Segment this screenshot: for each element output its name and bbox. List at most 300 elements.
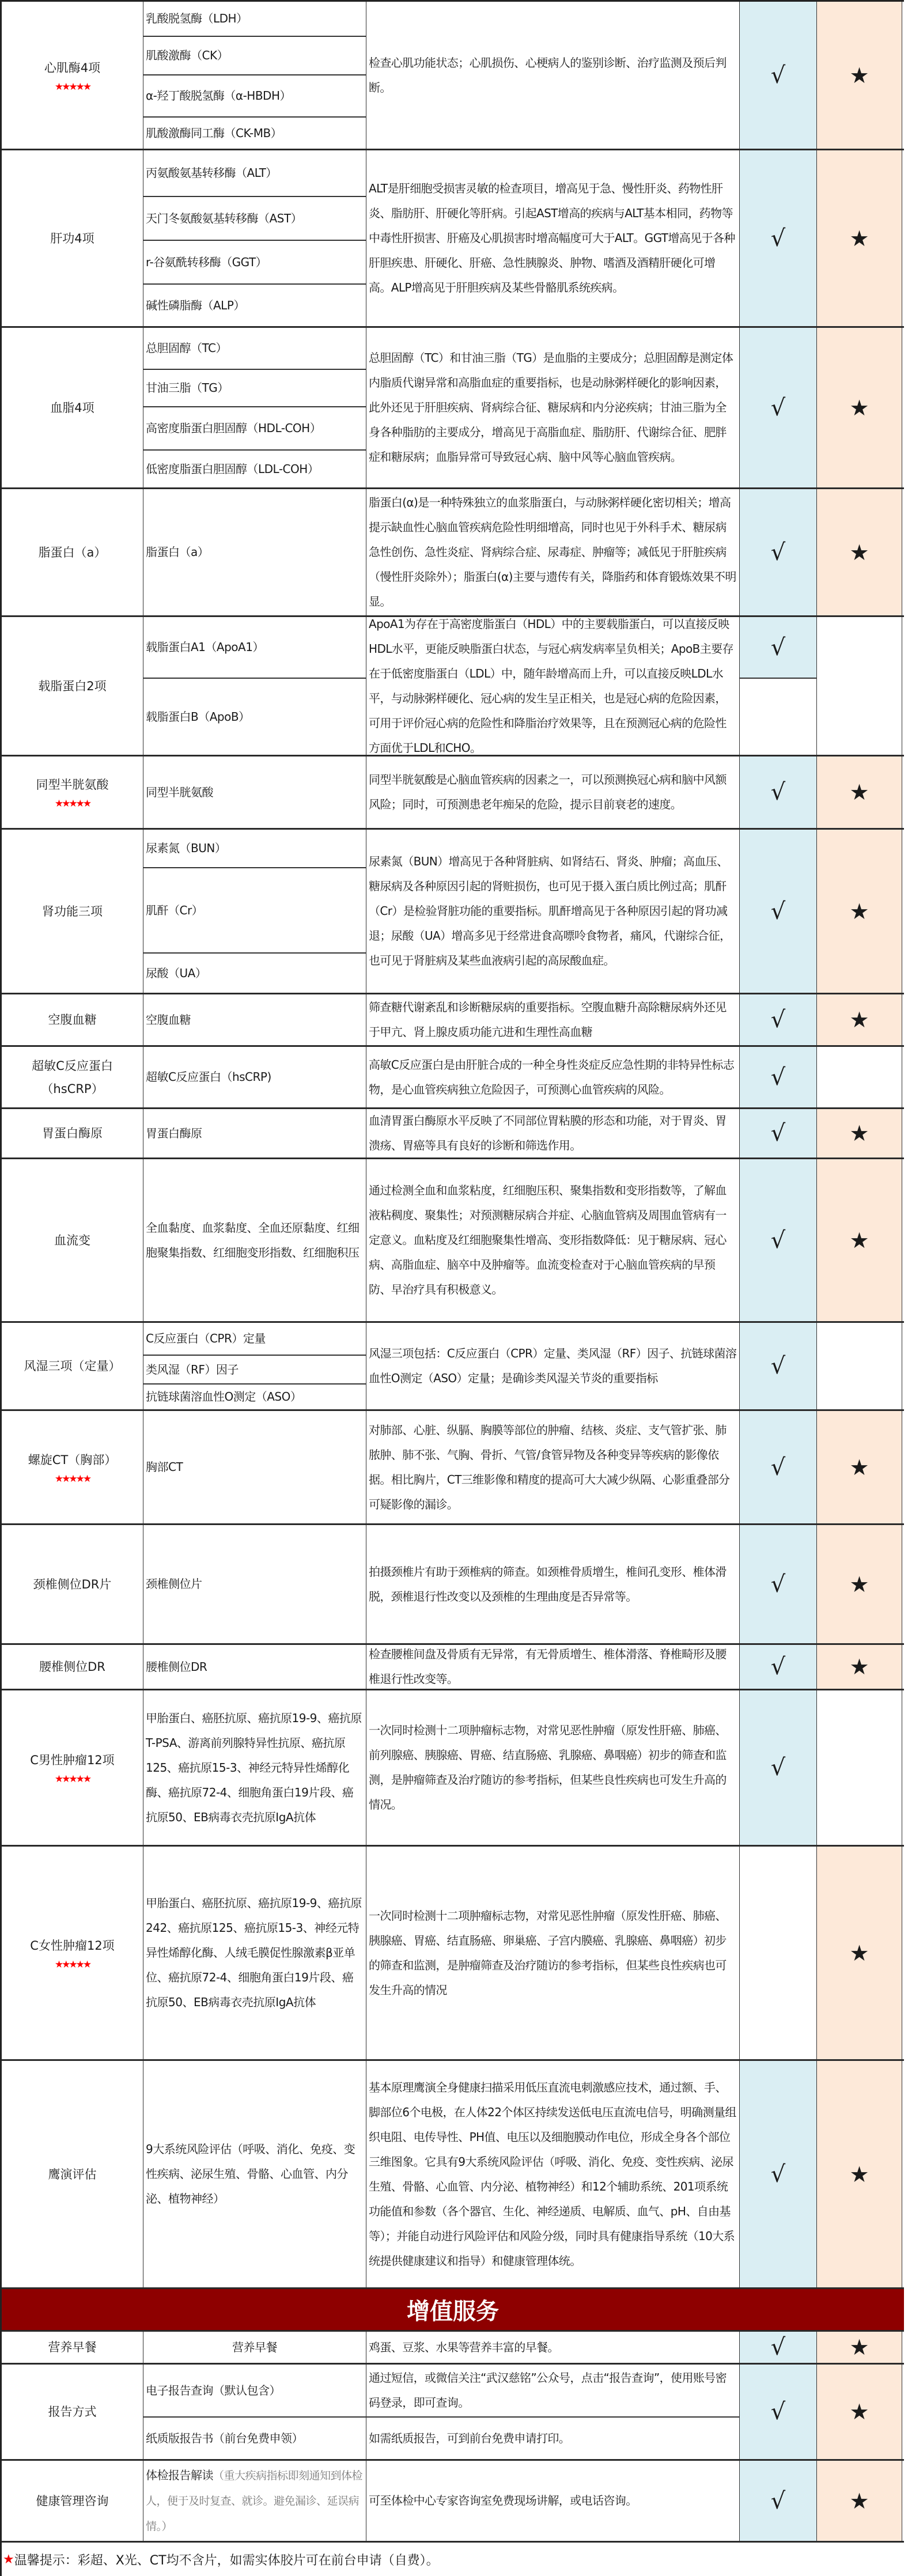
rating-stars: ★★★★★ [54, 81, 90, 93]
check-mark-icon: √ [770, 1454, 786, 1481]
description-text: 筛查糖代谢紊乱和诊断糖尿病的重要指标。空腹血糖升高除糖尿病外还见于甲亢、肾上腺皮质功能亢进和生理性高血糖 [369, 1000, 727, 1039]
exam-item-name: 胸部CT [146, 1460, 183, 1474]
exam-item [143, 756, 366, 828]
exam-item [143, 2418, 366, 2459]
check-mark-icon: √ [770, 1353, 786, 1379]
check-mark-icon: √ [770, 2161, 786, 2188]
exam-item-name: 肌酐（Cr） [146, 903, 203, 917]
exam-item-name: 类风湿（RF）因子 [146, 1362, 239, 1376]
table-row [2, 1047, 904, 1109]
included-check-cell [740, 2461, 817, 2541]
item-description [366, 617, 740, 755]
description-text: 检查心肌功能状态；心肌损伤、心梗病人的鉴别诊断、治疗监测及预后判断。 [369, 55, 727, 94]
exam-item-name: 碱性磷脂酶（ALP） [146, 298, 245, 312]
exam-item-name: 载脂蛋白B（ApoB） [146, 709, 250, 724]
check-mark-icon: √ [770, 634, 786, 661]
description-text: 风湿三项包括：C反应蛋白（CPR）定量、类风湿（RF）因子、抗链球菌溶血性O测定（ASO）定量；是确诊类风湿关节炎的重要指标 [369, 1346, 737, 1385]
exam-item [143, 679, 366, 755]
exam-item-name: 天门冬氨酸氨基转移酶（AST） [146, 211, 302, 225]
rating-stars: ★★★★★ [54, 798, 90, 810]
category-name: 肾功能三项 [42, 904, 103, 918]
category-name: 报告方式 [48, 2405, 97, 2419]
table-row [2, 1323, 904, 1411]
exam-item [143, 37, 366, 75]
recommended-star-cell [817, 2332, 902, 2363]
item-description [366, 2461, 740, 2541]
exam-item-label [146, 2426, 303, 2451]
check-mark-icon: √ [770, 2487, 786, 2514]
exam-item-label [146, 961, 206, 986]
check-mark-icon: √ [770, 779, 786, 805]
category-name: 腰椎侧位DR [39, 1660, 105, 1674]
item-description [366, 2365, 740, 2418]
included-check-cell [740, 994, 817, 1045]
exam-item-name: 乳酸脱氢酶（LDH） [146, 12, 248, 25]
exam-item-label [146, 416, 321, 441]
star-icon: ★ [849, 395, 869, 421]
category-name: 健康管理咨询 [36, 2494, 109, 2508]
exam-item [143, 2, 366, 37]
included-check-cell [740, 1690, 817, 1845]
item-description [366, 1109, 740, 1158]
category-name: 颈椎侧位DR片 [33, 1577, 112, 1591]
exam-item-label [146, 336, 227, 361]
table-row [2, 830, 904, 994]
exam-item-name: 纸质版报告书（前台免费申领） [146, 2431, 303, 2445]
exam-item [143, 868, 366, 954]
included-check-cell [740, 756, 817, 828]
exam-item [143, 2061, 366, 2287]
description-text: 一次同时检测十二项肿瘤标志物，对常见恶性肿瘤（原发性肝癌、肺癌、胰腺癌、胃癌、结直肠癌、卵巢癌、子宫内膜癌、乳腺癌、鼻咽癌）初步的筛查和监测，是肿瘤筛查及治疗随访的参考指标，但某些良性疾病也可发生升高的情况 [369, 1908, 727, 1997]
exam-item-label [146, 206, 302, 231]
category-name: 血流变 [54, 1233, 90, 1247]
recommended-star-cell [817, 617, 902, 755]
exam-item [143, 1411, 366, 1523]
table-row [2, 489, 904, 617]
table-row [2, 1690, 904, 1847]
recommended-star-cell [817, 830, 902, 993]
recommended-star-cell [817, 1047, 902, 1107]
exam-item-label [146, 705, 250, 729]
included-check-cell [740, 830, 817, 993]
star-icon: ★ [849, 1454, 869, 1480]
check-mark-icon: √ [770, 1571, 786, 1598]
table-row [2, 2365, 904, 2461]
category-name: C女性肿瘤12项 [30, 1938, 115, 1953]
description-text: ApoA1为存在于高密度脂蛋白（HDL）中的主要载脂蛋白，可以直接反映HDL水平，更能反映脂蛋白状态，与冠心病发病率呈负相关；ApoB主要存在于低密度脂蛋白（LDL）中，随年龄增高而上升，可以直接反映LDL水平，与动脉粥样硬化、冠心病的发生呈正相关，也是冠心病的危险因素，可用于评价冠心病的危险性和降脂治疗效果等，且在预测冠心病的危险性方面优于LDL和CHO。 [369, 617, 733, 755]
item-category [2, 994, 143, 1045]
exam-item [143, 2332, 366, 2363]
item-category [2, 1323, 143, 1409]
tip-text: 温馨提示：彩超、X光、CT均不含片，如需实体胶片可在前台申请（自费）。 [14, 2553, 439, 2568]
recommended-star-cell [817, 994, 902, 1045]
exam-item-label [146, 1572, 202, 1597]
table-row [2, 150, 904, 328]
description-text: ALT是肝细胞受损害灵敏的检查项目，增高见于急、慢性肝炎、药物性肝炎、脂肪肝、肝硬化等肝病。引起AST增高的疾病与ALT基本相同，药物等中毒性肝损害、肝癌及心肌损害时增高幅度可大于ALT。GGT增高见于各种肝胆疾患、肝硬化、肝癌、急性胰腺炎、肿物、嗜酒及酒精肝硬化可增高。ALP增高见于肝胆疾病及某些骨骼肌系统疾病。 [369, 181, 735, 294]
exam-item-name: 9大系统风险评估（呼吸、消化、免疫、变性疾病、泌尿生殖、骨骼、心血管、内分泌、植物神经） [146, 2142, 355, 2206]
description-text: 拍摄颈椎片有助于颈椎病的筛查。如颈椎骨质增生，椎间孔变形、椎体滑脱，颈椎退行性改变以及颈椎的生理曲度是否异常等。 [369, 1564, 727, 1603]
red-star-icon: ★ [3, 2552, 14, 2567]
check-mark-icon: √ [770, 1227, 786, 1254]
table-row [2, 994, 904, 1047]
star-icon: ★ [849, 1227, 869, 1253]
included-check-cell [740, 2332, 817, 2363]
included-check-cell [740, 679, 817, 755]
description-text: 脂蛋白(α)是一种特殊独立的血浆脂蛋白，与动脉粥样硬化密切相关；增高提示缺血性心脑血管疾病危险性明细增高，同时也见于外科手术、糖尿病急性创伤、急性炎症、肾病综合症、尿毒症、肿瘤等；减低见于肝脏疾病（慢性肝炎除外）；脂蛋白(α)主要与遗传有关，降脂药和体育锻炼效果不明显。 [369, 495, 736, 608]
exam-item [143, 150, 366, 197]
star-icon: ★ [849, 780, 869, 805]
exam-item [143, 1847, 366, 2059]
description-text: 总胆固醇（TC）和甘油三脂（TG）是血脂的主要成分；总胆固醇是测定体内脂质代谢异常和高脂血症的重要指标，也是动脉粥样硬化的影响因素，此外还见于肝胆疾病、肾病综合征、糖尿病和内分泌疾病；甘油三脂为全身各种脂肪的主要成分，增高见于高脂血症、脂肪肝、代谢综合征、肥胖症和糖尿病；血脂异常可导致冠心病、脑中风等心脑血管疾病。 [369, 351, 733, 464]
exam-item-name: 营养早餐 [232, 2340, 277, 2354]
table-row [2, 2332, 904, 2365]
exam-item-name: 肌酸激酶（CK） [146, 48, 229, 62]
exam-item-label [146, 898, 203, 923]
recommended-star-cell [817, 1323, 902, 1409]
item-category [2, 2461, 143, 2541]
description-text: 对肺部、心脏、纵膈、胸膜等部位的肿瘤、结核、炎症、支气管扩张、肺脓肿、肺不张、气胸、骨折、气管/食管异物及各种变异等疾病的影像依据。相比胸片，CT三维影像和精度的提高可大大减少纵隔、心影重叠部分可疑影像的漏诊。 [369, 1423, 730, 1511]
item-description [366, 1047, 740, 1107]
included-check-cell [740, 1411, 817, 1523]
description-text: 血清胃蛋白酶原水平反映了不同部位胃粘膜的形态和功能，对于胃炎、胃溃疡、胃癌等具有良好的诊断和筛选作用。 [369, 1114, 727, 1152]
exam-item [143, 1525, 366, 1643]
exam-item [143, 407, 366, 451]
exam-item-label [232, 2335, 277, 2360]
exam-item-label [146, 1357, 239, 1382]
section-title: 增值服务 [407, 2298, 499, 2325]
exam-item [143, 2461, 366, 2541]
recommended-star-cell [817, 2, 902, 149]
table-row [2, 1847, 904, 2061]
included-check-cell [740, 2365, 817, 2459]
recommended-star-cell [817, 1847, 902, 2059]
check-mark-icon: √ [770, 898, 786, 925]
recommended-star-cell [817, 1109, 902, 1158]
description-text: 鸡蛋、豆浆、水果等营养丰富的早餐。 [369, 2340, 559, 2354]
exam-item-label [146, 836, 226, 861]
star-icon: ★ [849, 1571, 869, 1597]
exam-item-name: 总胆固醇（TC） [146, 341, 228, 355]
included-check-cell [740, 1323, 817, 1409]
category-name: C男性肿瘤12项 [30, 1753, 115, 1767]
item-category [2, 328, 143, 487]
included-check-cell [740, 328, 817, 487]
exam-item-label [146, 1121, 202, 1146]
table-row [2, 2, 904, 150]
item-category [2, 2061, 143, 2287]
exam-item [143, 1109, 366, 1158]
exam-item-label [146, 2463, 364, 2539]
exam-item-name: 高密度脂蛋白胆固醇（HDL-COH） [146, 421, 321, 435]
item-description [366, 1645, 740, 1689]
exam-item-label [146, 84, 291, 108]
included-check-cell [740, 150, 817, 326]
exam-item-name: 电子报告查询（默认包含） [146, 2383, 281, 2397]
recommended-star-cell [817, 1645, 902, 1689]
description-text: 可至体检中心专家咨询室免费现场讲解，或电话咨询。 [369, 2494, 637, 2507]
exam-item-label [146, 780, 213, 805]
exam-item-name: r-谷氨酰转移酶（GGT） [146, 255, 267, 269]
item-description [366, 2061, 740, 2287]
category-name: 同型半胱氨酸 [36, 778, 109, 792]
exam-item-name: 低密度脂蛋白胆固醇（LDL-COH） [146, 462, 319, 476]
included-check-cell [740, 489, 817, 615]
included-check-cell [740, 1847, 817, 2059]
item-description [366, 2418, 740, 2459]
exam-item-name: α-羟丁酸脱氢酶（α-HBDH） [146, 89, 291, 103]
table-row [2, 1411, 904, 1525]
table-row [2, 1109, 904, 1159]
description-text: 通过检测全血和血浆粘度，红细胞压积、聚集指数和变形指数等，了解血液粘稠度、聚集性；对预测糖尿病合并症、心脑血管病及周围血管病有一定意义。血粘度及红细胞聚集性增高、变形指数降低：见于糖尿病、冠心病、高脂血症、脑卒中及肿瘤等。血流变检查对于心脑血管疾病的早预防、早治疗具有积极意义。 [369, 1183, 727, 1296]
exam-item-name: 尿酸（UA） [146, 966, 207, 980]
included-check-cell [740, 1109, 817, 1158]
recommended-star-cell [817, 1411, 902, 1523]
recommended-star-cell [817, 150, 902, 326]
category-name: 肝功4项 [50, 231, 94, 245]
check-mark-icon: √ [770, 2399, 786, 2425]
star-icon: ★ [849, 2161, 869, 2187]
star-icon: ★ [849, 2399, 869, 2424]
item-description [366, 328, 740, 487]
exam-item-name: 甘油三脂（TG） [146, 381, 229, 395]
item-category [2, 830, 143, 993]
exam-item [143, 1159, 366, 1321]
exam-item [143, 1323, 366, 1356]
check-mark-icon: √ [770, 1654, 786, 1680]
exam-item-name: 甲胎蛋白、癌胚抗原、癌抗原19-9、癌抗原242、癌抗原125、癌抗原15-3、神经元特异性烯醇化酶、人绒毛膜促性腺激素β亚单位、癌抗原72-4、细胞角蛋白19片段、癌抗原50、EB病毒衣壳抗原IgA抗体 [146, 1896, 362, 2009]
exam-item-note: （重大疾病指标即刻通知到体检人，便于及时复查、就诊。避免漏诊、延误病情。） [146, 2469, 363, 2533]
exam-item [143, 830, 366, 868]
recommended-star-cell [817, 1525, 902, 1643]
recommended-star-cell [817, 756, 902, 828]
value-added-services-header [2, 2289, 904, 2332]
check-mark-icon: √ [770, 225, 786, 252]
item-description [366, 1847, 740, 2059]
exam-item [143, 1385, 366, 1409]
table-row [2, 1159, 904, 1323]
item-category [2, 489, 143, 615]
star-icon: ★ [849, 62, 869, 88]
recommended-star-cell [817, 489, 902, 615]
exam-item [143, 1645, 366, 1689]
check-mark-icon: √ [770, 2334, 786, 2361]
item-description [366, 830, 740, 993]
exam-item-label [146, 6, 248, 31]
check-mark-icon: √ [770, 1064, 786, 1091]
exam-item-label [146, 1326, 266, 1351]
recommended-star-cell [817, 2061, 902, 2287]
category-name: 脂蛋白（a） [38, 545, 107, 559]
recommended-star-cell [817, 2461, 902, 2541]
item-description [366, 1411, 740, 1523]
item-category [2, 617, 143, 755]
check-mark-icon: √ [770, 1120, 786, 1147]
included-check-cell [740, 2061, 817, 2287]
category-name: 空腹血糖 [48, 1013, 97, 1027]
item-description [366, 756, 740, 828]
item-category [2, 1645, 143, 1689]
item-category [2, 150, 143, 326]
included-check-cell [740, 2, 817, 149]
table-row [2, 2061, 904, 2289]
item-category [2, 2332, 143, 2363]
included-check-cell [740, 617, 817, 679]
exam-item [143, 2365, 366, 2418]
description-text: 同型半胱氨酸是心脑血管疾病的因素之一，可以预测换冠心病和脑中风额风险；同时，可预测患老年痴呆的危险，提示目前衰老的速度。 [369, 773, 727, 811]
exam-item-name: 腰椎侧位DR [146, 1659, 207, 1674]
exam-item-label [146, 2378, 281, 2403]
exam-item-name: 脂蛋白（a） [146, 545, 209, 559]
table-row [2, 2461, 904, 2543]
table-row [2, 1525, 904, 1645]
item-category [2, 2365, 143, 2459]
item-category [2, 2, 143, 149]
item-category [2, 1411, 143, 1523]
exam-item [143, 370, 366, 407]
exam-item-label [146, 1655, 207, 1679]
exam-item-name: 全血黏度、血浆黏度、全血还原黏度、红细胞聚集指数、红细胞变形指数、红细胞积压 [146, 1220, 360, 1259]
star-icon: ★ [849, 898, 869, 924]
star-icon: ★ [849, 1121, 869, 1146]
description-text: 如需纸质报告，可到前台免费申请打印。 [369, 2431, 570, 2445]
table-row [2, 328, 904, 489]
item-description [366, 1690, 740, 1845]
included-check-cell [740, 1525, 817, 1643]
item-description [366, 1159, 740, 1321]
description-text: 高敏C反应蛋白是由肝脏合成的一种全身性炎症反应急性期的非特异性标志物，是心血管疾病独立危险因子，可预测心血管疾病的风险。 [369, 1057, 735, 1096]
star-icon: ★ [849, 1654, 869, 1679]
exam-item [143, 285, 366, 326]
star-icon: ★ [849, 1007, 869, 1032]
item-category [2, 756, 143, 828]
exam-item-name: 同型半胱氨酸 [146, 785, 213, 799]
recommended-star-cell [817, 1159, 902, 1321]
star-icon: ★ [849, 539, 869, 565]
item-description [366, 150, 740, 326]
item-category [2, 1159, 143, 1321]
category-name: 胃蛋白酶原 [42, 1126, 103, 1140]
item-description [366, 1525, 740, 1643]
included-check-cell [740, 1159, 817, 1321]
rating-stars: ★★★★★ [54, 1958, 90, 1970]
star-icon: ★ [849, 225, 869, 251]
check-mark-icon: √ [770, 539, 786, 566]
description-text: 基本原理鹰演全身健康扫描采用低压直流电刺激感应技术，通过额、手、脚部位6个电极，在人体22个体区持续发送低电压直流电信号，明确测量组织电阻、电传导性、PH值、电压以及细胞膜动作电位，形成全身各个部位三维图象。它具有9大系统风险评估（呼吸、消化、免疫、变性疾病、泌尿生殖、骨骼、心血管、内分泌、植物神经）和12个辅助系统、201项系统功能值和参数（各个器官、生化、神经递质、电解质、血气、pH、自由基等）；并能自动进行风险评估和风险分级，同时具有健康指导系统（10大系统提供健康建议和指导）和健康管理体统。 [369, 2080, 736, 2268]
exam-item-label [146, 2137, 364, 2211]
exam-item [143, 75, 366, 118]
exam-item [143, 197, 366, 241]
exam-item [143, 954, 366, 993]
table-row [2, 617, 904, 756]
exam-item-label [146, 250, 267, 275]
category-name: 载脂蛋白2项 [38, 679, 107, 693]
category-name: 血脂4项 [50, 400, 94, 415]
category-name: 营养早餐 [48, 2340, 97, 2354]
exam-item-label [146, 457, 319, 482]
exam-item [143, 451, 366, 487]
description-text: 一次同时检测十二项肿瘤标志物，对常见恶性肿瘤（原发性肝癌、肺癌、前列腺癌、胰腺癌、胃癌、结直肠癌、乳腺癌、鼻咽癌）初步的筛查和监测，是肿瘤筛查及治疗随访的参考指标，但某些良性疾病也可发生升高的情况。 [369, 1723, 727, 1811]
exam-item-name: 颈椎侧位片 [146, 1577, 202, 1591]
exam-item [143, 489, 366, 615]
exam-item [143, 1047, 366, 1107]
check-mark-icon: √ [770, 394, 786, 421]
exam-item-label [146, 1891, 364, 2015]
table-row [2, 1645, 904, 1690]
description-text: 尿素氮（BUN）增高见于各种肾脏病、如肾结石、肾炎、肿瘤；高血压、糖尿病及各种原因引起的肾赃损伤，也可见于摄入蛋白质比例过高；肌酐（Cr）是检验肾脏功能的重要指标。肌酐增高见于各种原因引起的肾功减退；尿酸（UA）增高多见于经常进食高嘌呤食物者，痛风，代谢综合征，也可见于肾脏病及某些血液病引起的高尿酸血症。 [369, 854, 731, 967]
exam-item-name: 甲胎蛋白、癌胚抗原、癌抗原19-9、癌抗原T-PSA、游离前列腺特异性抗原、癌抗原125、癌抗原15-3、神经元特异性烯醇化酶、癌抗原72-4、细胞角蛋白19片段、癌抗原50、EB病毒衣壳抗原IgA抗体 [146, 1711, 362, 1824]
exam-item-label [146, 1385, 301, 1409]
exam-item-name: 抗链球菌溶血性O测定（ASO） [146, 1390, 302, 1404]
category-name: 鹰演评估 [48, 2167, 97, 2181]
exam-item-label [146, 540, 209, 565]
exam-item-name: 尿素氮（BUN） [146, 841, 226, 855]
category-name: 超敏C反应蛋白（hsCRP） [32, 1058, 113, 1096]
exam-item-label [146, 1455, 183, 1480]
check-mark-icon: √ [770, 1754, 786, 1781]
description-text: 通过短信，或微信关注“武汉慈铭”公众号，点击“报告查询”，使用账号密码登录，即可查询。 [369, 2371, 727, 2409]
exam-item-label [146, 1008, 191, 1032]
item-category [2, 1847, 143, 2059]
included-check-cell [740, 1645, 817, 1689]
exam-item-name: 胃蛋白酶原 [146, 1126, 202, 1140]
category-name: 螺旋CT（胸部） [28, 1452, 117, 1467]
exam-item [143, 617, 366, 679]
tip-row [2, 2543, 904, 2576]
exam-item-label [146, 1706, 364, 1830]
description-text: 检查腰椎间盘及骨质有无异常，有无骨质增生、椎体滑落、脊椎畸形及腰椎退行性改变等。 [369, 1647, 727, 1686]
exam-item [143, 118, 366, 149]
exam-item [143, 241, 366, 285]
exam-items-section [2, 2, 904, 2289]
recommended-star-cell [817, 2365, 902, 2459]
exam-item-label [146, 635, 264, 660]
exam-item-label [146, 293, 245, 318]
exam-item [143, 1690, 366, 1845]
rating-stars: ★★★★★ [54, 1773, 90, 1785]
category-name: 风湿三项（定量） [24, 1359, 121, 1373]
item-category [2, 1690, 143, 1845]
rating-stars: ★★★★★ [54, 1473, 90, 1485]
exam-item-label [146, 43, 228, 68]
item-description [366, 489, 740, 615]
exam-item-label [146, 161, 277, 186]
exam-item-name: 丙氨酸氨基转移酶（ALT） [146, 166, 277, 180]
exam-item-name: 超敏C反应蛋白（hsCRP) [146, 1070, 271, 1084]
star-icon: ★ [849, 2335, 869, 2360]
exam-item [143, 1356, 366, 1385]
check-mark-icon: √ [770, 1007, 786, 1033]
exam-item-label [146, 121, 282, 146]
exam-item-name: C反应蛋白（CPR）定量 [146, 1331, 266, 1345]
exam-item-name: 肌酸激酶同工酶（CK-MB） [146, 126, 282, 140]
item-description [366, 994, 740, 1045]
table-row [2, 756, 904, 830]
item-category [2, 1525, 143, 1643]
exam-item [143, 994, 366, 1045]
star-icon: ★ [849, 1940, 869, 1966]
star-icon: ★ [849, 2488, 869, 2514]
item-category [2, 1109, 143, 1158]
exam-item-label [146, 1216, 364, 1265]
exam-item-label [146, 1065, 271, 1090]
exam-item-name: 体检报告解读 [146, 2468, 213, 2482]
included-check-cell [740, 1047, 817, 1107]
recommended-star-cell [817, 1690, 902, 1845]
value-added-services-section [2, 2332, 904, 2543]
item-category [2, 1047, 143, 1107]
recommended-star-cell [817, 328, 902, 487]
exam-item-name: 空腹血糖 [146, 1012, 191, 1027]
